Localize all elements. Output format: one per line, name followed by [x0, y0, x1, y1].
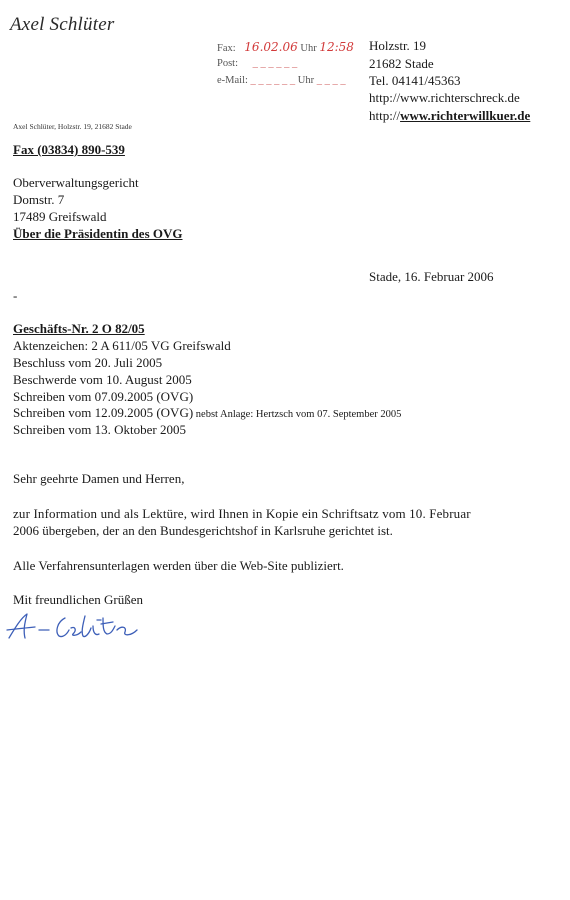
sender-city: 21682 Stade — [369, 56, 434, 71]
sender-street: Holzstr. 19 — [369, 38, 427, 53]
fax-label: Fax: — [217, 43, 236, 54]
email-uhr-label: Uhr — [297, 75, 315, 86]
salutation: Sehr geehrte Damen und Herren, — [13, 471, 185, 486]
reference-line-5-note: nebst Anlage: Hertzsch vom 07. September 2005 — [193, 409, 402, 420]
sender-name: Axel Schlüter — [10, 14, 115, 35]
website-link-2[interactable] — [369, 108, 530, 124]
place-date: Stade, 16. Februar 2006 — [369, 269, 494, 284]
reference-line-6: Schreiben vom 13. Oktober 2005 — [13, 422, 186, 437]
reference-line-1: Aktenzeichen: 2 A 611/05 VG Greifswald — [13, 338, 231, 353]
email-line — [217, 75, 346, 86]
paragraph-2: Alle Verfahrensunterlagen werden über die Web-Site publiziert. — [13, 558, 344, 573]
handwritten-signature — [5, 608, 145, 646]
fax-time-handwritten: 12:58 — [319, 40, 354, 54]
reference-line-2: Beschluss vom 20. Juli 2005 — [13, 355, 163, 370]
website-link-1[interactable]: http://www.richterschreck.de — [369, 90, 520, 105]
reference-line-4: Schreiben vom 07.09.2005 (OVG) — [13, 389, 194, 404]
website-link-2-prefix: http:// — [369, 108, 401, 123]
paragraph-1-line-2: 2006 übergeben, der an den Bundesgerichtshof in Karlsruhe gerichtet ist. — [13, 523, 393, 538]
post-label: Post: — [217, 58, 239, 69]
post-line — [217, 58, 297, 69]
email-blank: _ _ _ _ _ _ — [250, 75, 296, 86]
email-label: e-Mail: — [217, 75, 248, 86]
dash-mark: - — [13, 288, 18, 303]
recipient-line-1: Oberverwaltungsgericht — [13, 175, 139, 190]
fax-line — [217, 40, 354, 54]
fax-date-handwritten: 16.02.06 — [244, 40, 298, 54]
reference-line-5 — [13, 405, 401, 421]
return-address: Axel Schlüter, Holzstr. 19, 21682 Stade — [13, 122, 132, 131]
uhr-label: Uhr — [300, 43, 317, 54]
closing: Mit freundlichen Grüßen — [13, 592, 143, 607]
reference-line-5-main: Schreiben vom 12.09.2005 (OVG) — [13, 405, 194, 420]
recipient-line-2: Domstr. 7 — [13, 192, 65, 207]
post-blank: _ _ _ _ _ _ — [252, 58, 298, 69]
email-time-blank: _ _ _ _ — [316, 75, 346, 86]
fax-recipient-number: Fax (03834) 890-539 — [13, 142, 125, 157]
case-number: Geschäfts-Nr. 2 O 82/05 — [13, 321, 145, 336]
reference-line-3: Beschwerde vom 10. August 2005 — [13, 372, 192, 387]
paragraph-1-line-1: zur Information und als Lektüre, wird Ihnen in Kopie ein Schriftsatz vom 10. Februar — [13, 506, 471, 521]
recipient-line-4: Über die Präsidentin des OVG — [13, 226, 183, 241]
recipient-line-3: 17489 Greifswald — [13, 209, 107, 224]
sender-phone: Tel. 04141/45363 — [369, 73, 461, 88]
website-link-2-domain: www.richterwillkuer.de — [400, 108, 531, 123]
